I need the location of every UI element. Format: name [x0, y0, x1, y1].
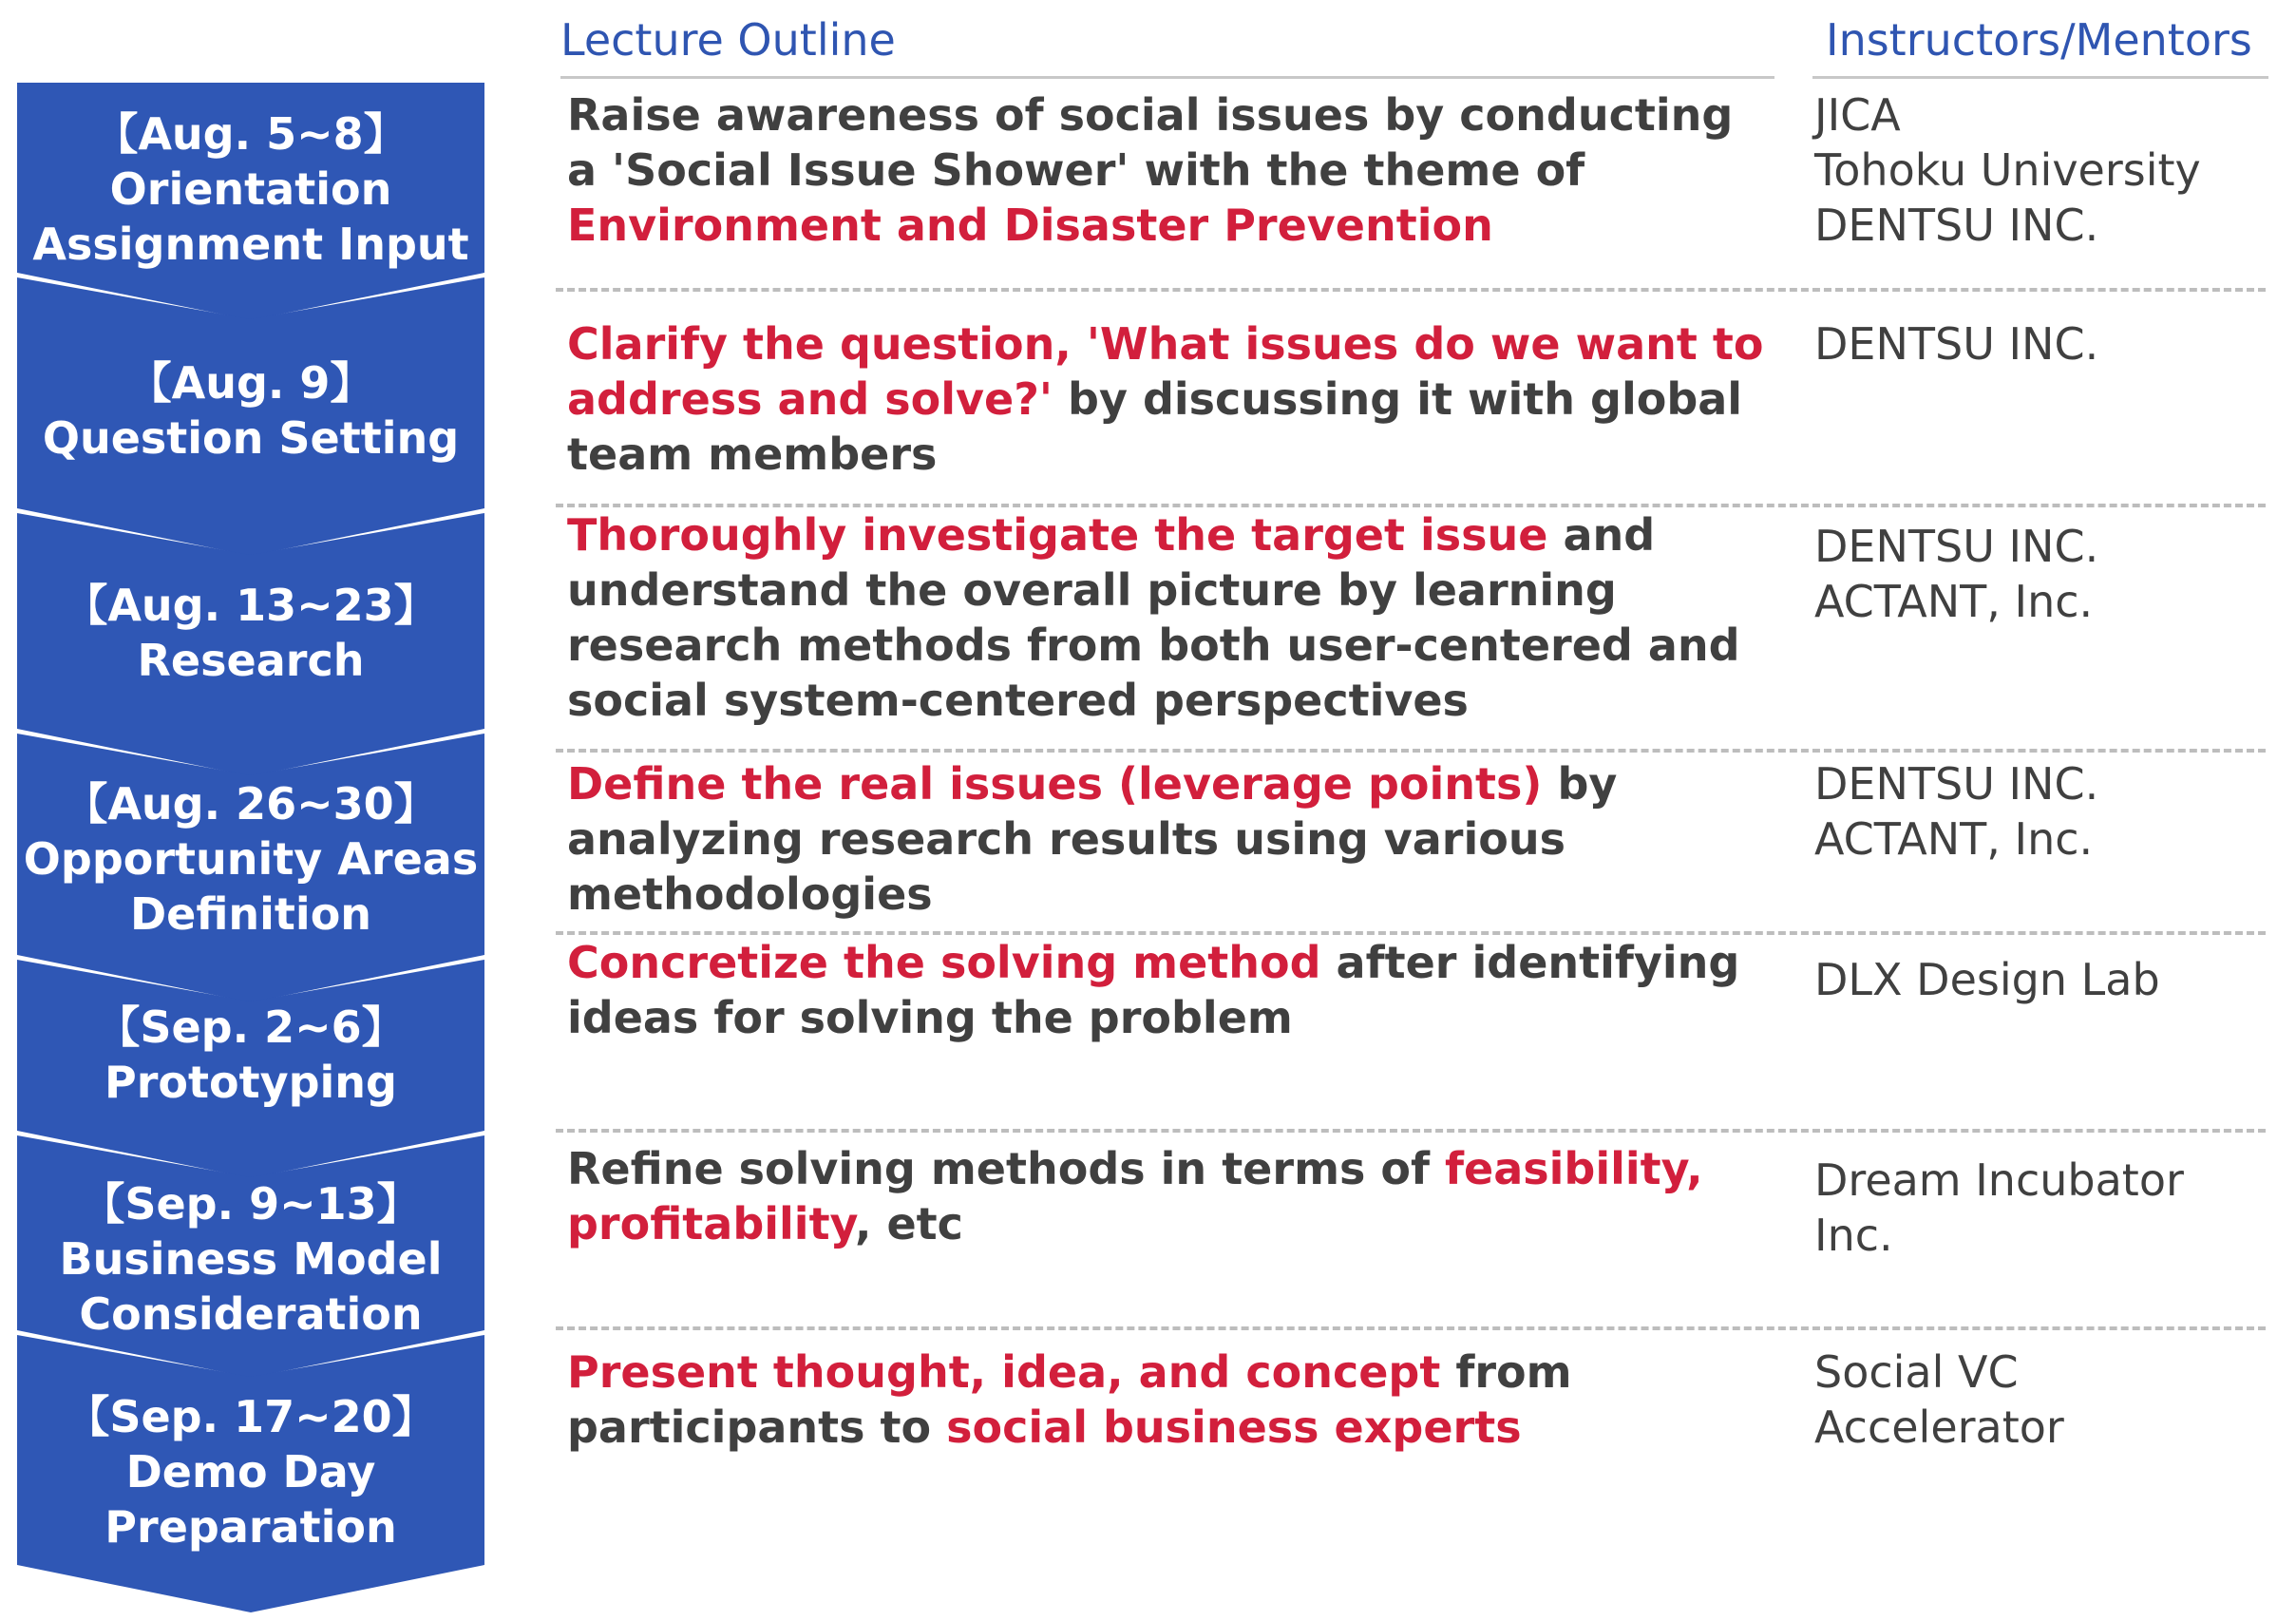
row-separator [556, 931, 2266, 935]
stage-label [17, 1176, 484, 1342]
lecture-outline-cell [567, 756, 1774, 922]
mentors-cell [1814, 87, 2280, 253]
stage-title: Assignment Input [32, 219, 469, 270]
mentor-name: ACTANT, Inc. [1814, 576, 2094, 627]
mentor-name: DENTSU INC. [1814, 758, 2099, 810]
stage-title: Prototyping [104, 1057, 397, 1108]
stage-date: 【Aug. 13~23】 [64, 580, 438, 631]
stage-title: Consideration [79, 1288, 423, 1340]
outline-text: , etc [854, 1198, 963, 1249]
mentor-name: DLX Design Lab [1814, 954, 2160, 1005]
outline-text: after identifying ideas for solving the problem [567, 937, 1740, 1043]
stage-label [17, 106, 484, 272]
stage-title: Business Model [59, 1233, 443, 1285]
stage-date: 【Aug. 26~30】 [64, 778, 438, 830]
mentors-cell [1814, 952, 2280, 1007]
row-separator [556, 504, 2266, 507]
stage-title: Opportunity Areas [23, 833, 479, 885]
mentor-name: DENTSU INC. [1814, 200, 2099, 251]
mentor-name: DENTSU INC. [1814, 318, 2099, 370]
highlighted-text: Define the real issues (leverage points) [567, 758, 1543, 810]
highlighted-text: social business experts [946, 1402, 1522, 1453]
row-separator [556, 749, 2266, 753]
highlighted-text: Thoroughly investigate the target issue [567, 509, 1548, 561]
mentor-name: Social VC [1814, 1346, 2019, 1398]
outline-text: Raise awareness of social issues by conducting a 'Social Issue Shower' with the theme of [567, 89, 1734, 196]
mentors-cell [1814, 756, 2280, 867]
stage-title: Demo Day [125, 1446, 376, 1497]
stage-title: Research [137, 635, 365, 686]
stage-date: 【Sep. 9~13】 [81, 1178, 421, 1230]
outline-text: from participants to [567, 1346, 1572, 1453]
mentors-cell [1814, 1344, 2280, 1455]
stage-title: Orientation [109, 163, 392, 215]
lecture-outline-header-rule [560, 76, 1774, 79]
lecture-outline-cell [567, 1344, 1774, 1455]
stage-label [17, 355, 484, 466]
outline-text: by analyzing research results using various methodologies [567, 758, 1618, 920]
mentor-name: DENTSU INC. [1814, 521, 2099, 572]
row-separator [556, 288, 2266, 292]
lecture-outline-cell [567, 935, 1774, 1045]
stage-label [17, 776, 484, 942]
mentor-name: Inc. [1814, 1210, 1893, 1261]
mentor-name: ACTANT, Inc. [1814, 813, 2094, 865]
lecture-outline-cell [567, 507, 1774, 728]
highlighted-text: Environment and Disaster Prevention [567, 200, 1493, 251]
highlighted-text: feasibility, profitability [567, 1143, 1703, 1249]
stage-title: Question Setting [42, 412, 460, 464]
lecture-outline-cell [567, 1141, 1774, 1251]
stage-label [17, 578, 484, 688]
outline-text: Refine solving methods in terms of [567, 1143, 1446, 1194]
lecture-outline-cell [567, 87, 1774, 253]
row-separator [556, 1326, 2266, 1330]
highlighted-text: Concretize the solving method [567, 937, 1321, 988]
highlighted-text: Present thought, idea, and concept [567, 1346, 1441, 1398]
mentor-name: Dream Incubator [1814, 1154, 2184, 1206]
instructors-mentors-header-rule [1812, 76, 2268, 79]
stage-date: 【Aug. 9】 [127, 357, 374, 409]
row-separator [556, 1129, 2266, 1133]
mentors-cell [1814, 316, 2280, 372]
mentor-name: Accelerator [1814, 1402, 2064, 1453]
instructors-mentors-header: Instructors/Mentors [1826, 14, 2252, 66]
lecture-outline-header: Lecture Outline [560, 14, 896, 66]
stage-date: 【Aug. 5~8】 [94, 108, 408, 160]
highlighted-text: Clarify the question, 'What issues do we want to address and solve?' [567, 318, 1764, 425]
lecture-outline-cell [567, 316, 1774, 482]
stage-title: Preparation [104, 1501, 397, 1553]
mentors-cell [1814, 1153, 2280, 1263]
stage-label [17, 1389, 484, 1554]
stage-title: Definition [129, 888, 372, 940]
stage-date: 【Sep. 17~20】 [66, 1391, 436, 1442]
outline-text: by discussing it with global team members [567, 373, 1743, 480]
stage-date: 【Sep. 2~6】 [96, 1001, 406, 1053]
outline-text: and understand the overall picture by learning research methods from both user-centered and social system-centered perspectives [567, 509, 1740, 726]
mentor-name: Tohoku University [1814, 144, 2201, 196]
stage-label [17, 1000, 484, 1110]
mentor-name: JICA [1814, 89, 1901, 141]
mentors-cell [1814, 519, 2280, 629]
